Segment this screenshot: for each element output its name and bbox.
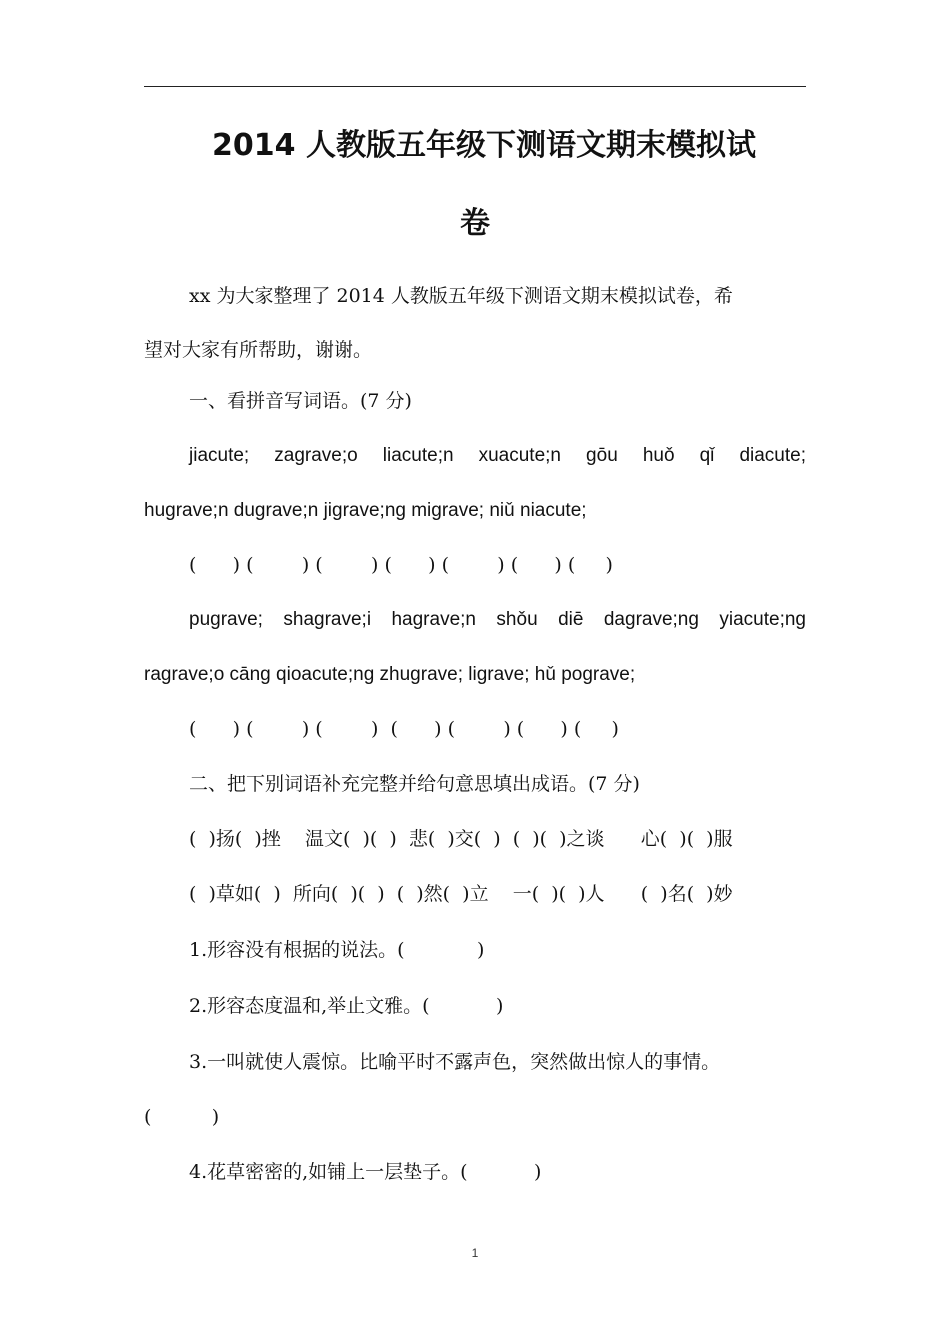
question-3-line1: 3.一叫就使人震惊。比喻平时不露声色，突然做出惊人的事情。 bbox=[189, 1051, 721, 1073]
intro-line2: 望对大家有所帮助，谢谢。 bbox=[144, 339, 373, 361]
intro-line1: xx 为大家整理了 2014 人教版五年级下测语文期末模拟试卷，希 bbox=[189, 285, 733, 307]
question-2: 2.形容态度温和,举止文雅。( ) bbox=[189, 995, 504, 1017]
question-4: 4.花草密密的,如铺上一层垫子。( ) bbox=[189, 1161, 542, 1183]
section1-heading: 一、看拼音写词语。(7 分) bbox=[189, 390, 412, 412]
pinyin-row2-line2: ragrave;o cāng qioacute;ng zhugrave; ligrave; hǔ pograve; bbox=[144, 664, 636, 685]
header-rule bbox=[144, 86, 806, 87]
blanks-row2: ( ) ( ) ( ) ( ) ( ) ( ) ( ) bbox=[189, 718, 619, 740]
page-number: 1 bbox=[471, 1246, 479, 1260]
idiom-row2: ( )草如( ) 所向( )( ) ( )然( )立 一( )( )人 ( )名( )妙 bbox=[189, 883, 733, 905]
question-3-line2: ( ) bbox=[144, 1106, 220, 1128]
document-title-line1: 2014 人教版五年级下测语文期末模拟试 bbox=[212, 128, 756, 163]
blanks-row1: ( ) ( ) ( ) ( ) ( ) ( ) ( ) bbox=[189, 554, 613, 576]
document-title-line2: 卷 bbox=[460, 206, 490, 241]
section2-heading: 二、把下别词语补充完整并给句意思填出成语。(7 分) bbox=[189, 773, 640, 795]
idiom-row1: ( )扬( )挫 温文( )( ) 悲( )交( ) ( )( )之谈 心( )( )服 bbox=[189, 828, 733, 850]
question-1: 1.形容没有根据的说法。( ) bbox=[189, 939, 485, 961]
pinyin-row2-line1: pugrave; shagrave;i hagrave;n shǒu diē dagrave;ng yiacute;ng bbox=[189, 609, 806, 630]
pinyin-row1-line2: hugrave;n dugrave;n jigrave;ng migrave; niǔ niacute; bbox=[144, 500, 587, 521]
pinyin-row1-line1: jiacute; zagrave;o liacute;n xuacute;n gōu huǒ qǐ diacute; bbox=[189, 445, 806, 466]
